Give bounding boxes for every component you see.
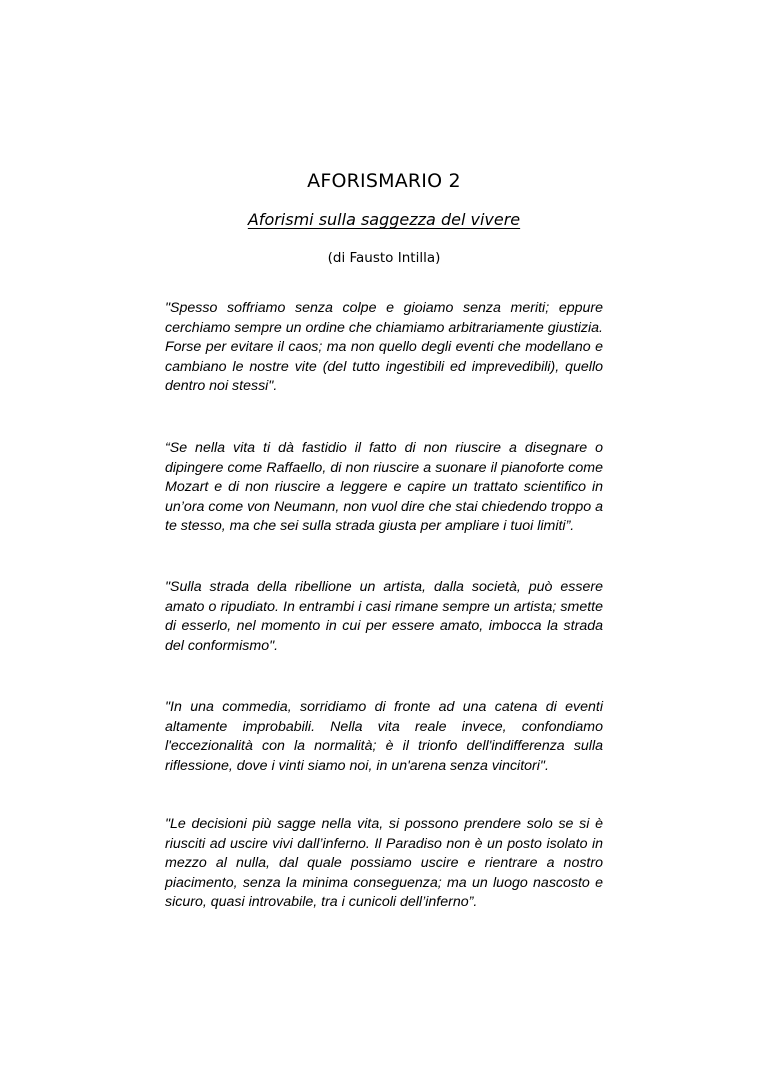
aphorism-paragraph-2: “Se nella vita ti dà fastidio il fatto di non riuscire a disegnare o dipingere come Raffaello, di non riuscire a suonare il pianoforte come Mozart e di non riuscire a leggere e capire un trattato scientifico in un’ora come von Neumann, non vuol dire che stai chiedendo troppo a te stesso, ma che sei sulla strada giusta per ampliare i tuoi limiti”.: [165, 440, 603, 534]
aphorism-paragraph-4: "In una commedia, sorridiamo di fronte ad una catena di eventi altamente improbabili. Nella vita reale invece, confondiamo l'eccezionalità con la normalità; è il trionfo dell'indifferenza sulla riflessione, dove i vinti siamo noi, in un'arena senza vincitori".: [165, 699, 603, 774]
document-title: AFORISMARIO 2: [307, 170, 461, 192]
document-author: (di Fausto Intilla): [327, 250, 441, 266]
aphorism-paragraph-3: "Sulla strada della ribellione un artista, dalla società, può essere amato o ripudiato. In entrambi i casi rimane sempre un artista; smette di esserlo, nel momento in cui per essere amato, imbocca la strada del conformismo".: [165, 579, 603, 654]
document-subtitle: Aforismi sulla saggezza del vivere: [247, 210, 521, 229]
aphorism-paragraph-5: "Le decisioni più sagge nella vita, si possono prendere solo se si è riusciti ad uscire vivi dall’inferno. Il Paradiso non è un posto isolato in mezzo al nulla, dal quale possiamo uscire e rientrare a nostro piacimento, senza la minima conseguenza; ma un luogo nascosto e sicuro, quasi introvabile, tra i cunicoli dell’inferno”.: [165, 816, 603, 910]
aphorism-paragraph-1: "Spesso soffriamo senza colpe e gioiamo senza meriti; eppure cerchiamo sempre un ordine che chiamiamo arbitrariamente giustizia. Forse per evitare il caos; ma non quello degli eventi che modellano e cambiano le nostre vite (del tutto ingestibili ed imprevedibili), quello dentro noi stessi".: [165, 300, 603, 394]
